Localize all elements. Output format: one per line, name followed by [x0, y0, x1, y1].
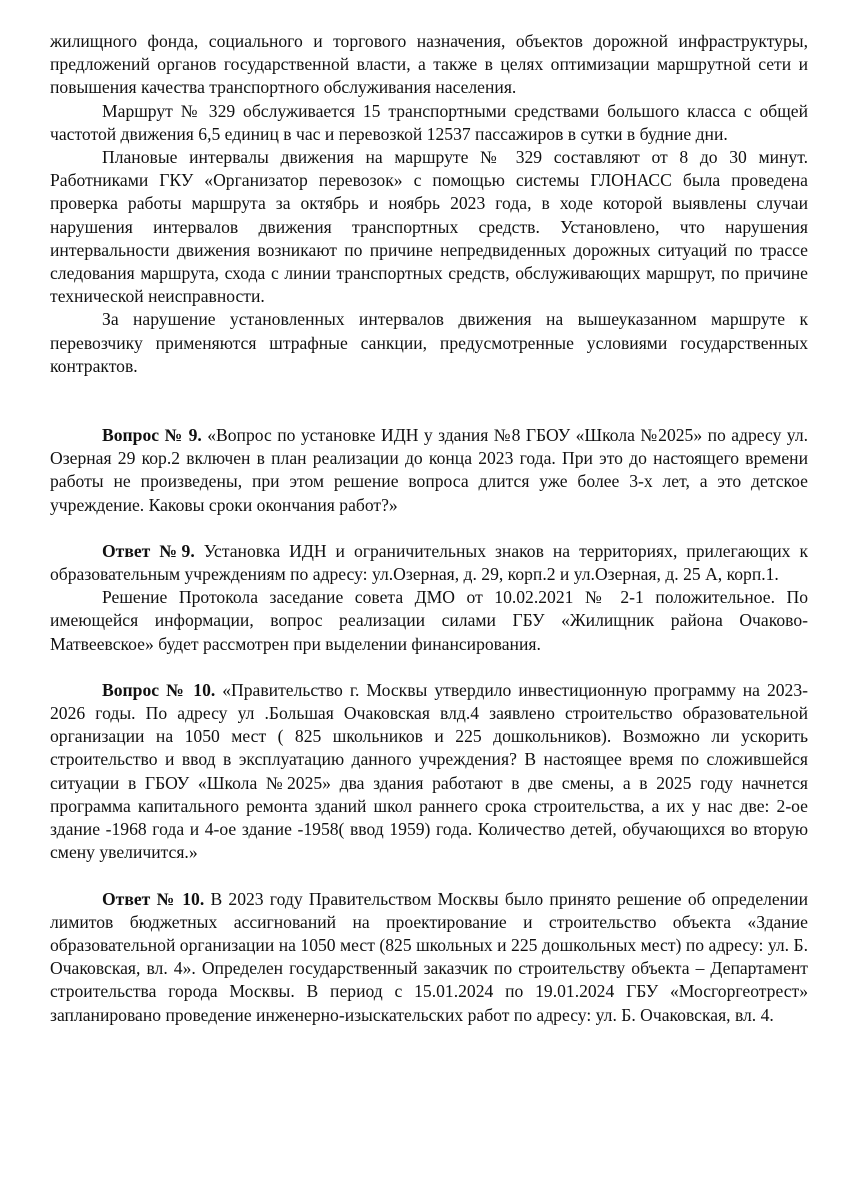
- question-10-label: Вопрос № 10.: [102, 679, 216, 700]
- question-9-text: «Вопрос по установке ИДН у здания №8 ГБОУ «Школа №2025» по адресу ул. Озерная 29 кор.2 включен в план реализации до конца 2023 года. При это до настоящего времени работы не произведены, при этом решение вопроса длится уже более 3-х лет, а это детское учреждение. Каковы сроки окончания работ?»: [50, 425, 808, 515]
- question-9-label: Вопрос № 9.: [102, 425, 202, 446]
- answer-10: [50, 888, 808, 1027]
- paragraph-penalties: За нарушение установленных интервалов движения на вышеуказанном маршруте к перевозчику применяются штрафные санкции, предусмотренные условиями государственных контрактов.: [50, 309, 808, 376]
- answer-9-label: Ответ №9.: [102, 540, 195, 561]
- question-10: [50, 679, 808, 865]
- answer-10-text: В 2023 году Правительством Москвы было принято решение об определении лимитов бюджетных ассигнований на проектирование и строительство объекта «Здание образовательной организации на 1050 мест (825 школьных и 225 дошкольных мест) по адресу: ул. Б. Очаковская, вл. 4». Определен государственный заказчик по строительству объекта – Департамент строительства города Москвы. В период с 15.01.2024 по 19.01.2024 ГБУ «Мосгоргеотрест» запланировано проведение инженерно-изыскательских работ по адресу: ул. Б. Очаковская, вл. 4.: [50, 888, 808, 1025]
- paragraph-intro-continued: жилищного фонда, социального и торгового назначения, объектов дорожной инфраструктуры, предложений органов государственной власти, а также в целях оптимизации маршрутной сети и повышения качества транспортного обслуживания населения.: [50, 31, 808, 98]
- document-page: [50, 30, 808, 1027]
- answer-9-paragraph-2: Решение Протокола заседание совета ДМО от 10.02.2021 № 2-1 положительное. По имеющейся информации, вопрос реализации силами ГБУ «Жилищник района Очаково-Матвеевское» будет рассмотрен при выделении финансирования.: [50, 587, 808, 654]
- paragraph-route-intervals: Плановые интервалы движения на маршруте № 329 составляют от 8 до 30 минут. Работниками ГКУ «Организатор перевозок» с помощью системы ГЛОНАСС была проведена проверка работы маршрута за октябрь и ноябрь 2023 года, в ходе которой выявлены случаи нарушения интервалов движения транспортных средств. Установлено, что нарушения интервальности движения возникают по причине непредвиденных дорожных ситуаций по трассе следования маршрута, схода с линии транспортных средств, обслуживающих маршрут, по причине технической неисправности.: [50, 147, 808, 307]
- answer-9: [50, 540, 808, 586]
- question-9: [50, 424, 808, 517]
- answer-10-label: Ответ № 10.: [102, 888, 205, 909]
- paragraph-route-fleet: Маршрут № 329 обслуживается 15 транспортными средствами большого класса с общей частотой движения 6,5 единиц в час и перевозкой 12537 пассажиров в сутки в будние дни.: [50, 100, 808, 144]
- question-10-text: «Правительство г. Москвы утвердило инвестиционную программу на 2023-2026 годы. По адресу ул .Большая Очаковская влд.4 заявлено строительство образовательной организации на 1050 мест ( 825 школьников и 225 дошкольников). Возможно ли ускорить строительство и ввод в эксплуатацию данного учреждения? В настоящее время по сложившейся ситуации в ГБОУ «Школа №2025» два здания работают в две смены, а в 2025 году начнется программа капитального ремонта зданий школ раннего срока строительства, а их у нас две: 2-ое здание -1968 года и 4-ое здание -1958( ввод 1959) года. Количество детей, обучающихся во вторую смену увеличится.»: [50, 679, 809, 863]
- answer-9-text: Установка ИДН и ограничительных знаков на территориях, прилегающих к образовательным учреждениям по адресу: ул.Озерная, д. 29, корп.2 и ул.Озерная, д. 25 А, корп.1.: [50, 540, 808, 585]
